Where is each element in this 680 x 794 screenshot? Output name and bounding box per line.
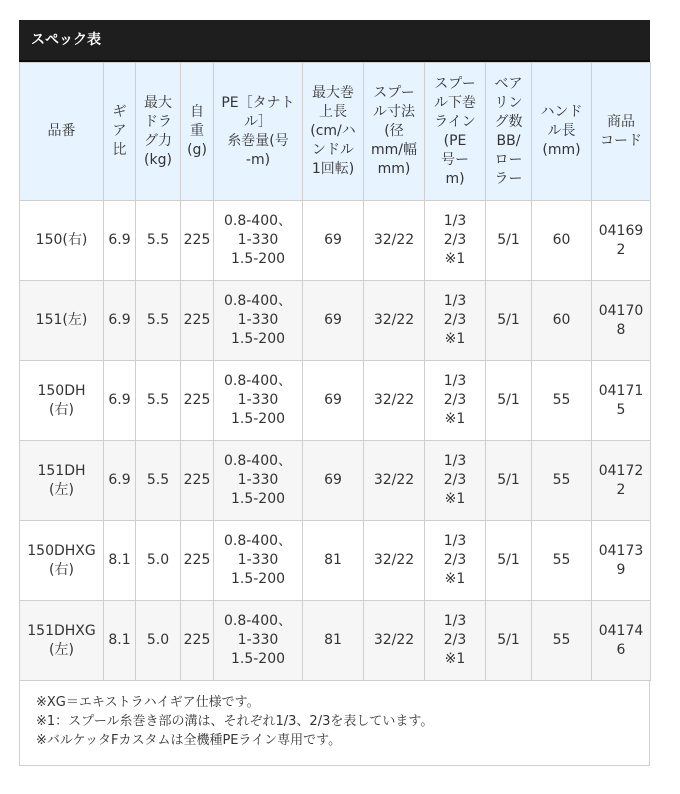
table-cell: 5.5	[136, 441, 181, 521]
table-cell: 60	[532, 281, 592, 361]
table-cell: 1/3 2/3 ※1	[425, 281, 486, 361]
table-row	[20, 441, 651, 521]
table-cell: 5/1	[486, 201, 532, 281]
table-cell: 151DHXG (左)	[20, 601, 104, 681]
table-cell: 5.5	[136, 281, 181, 361]
table-cell: 60	[532, 201, 592, 281]
table-cell: 69	[303, 441, 364, 521]
header-cell-line-capacity: PE［タナト ル］ 糸巻量(号 -m)	[214, 63, 303, 201]
table-cell: 04173 9	[592, 521, 651, 601]
table-cell: 5.0	[136, 601, 181, 681]
table-row	[20, 361, 651, 441]
table-cell: 32/22	[364, 281, 425, 361]
table-cell: 151DH (左)	[20, 441, 104, 521]
table-cell: 150DH (右)	[20, 361, 104, 441]
table-cell: 55	[532, 361, 592, 441]
table-cell: 04174 6	[592, 601, 651, 681]
table-cell: 225	[181, 281, 214, 361]
table-cell: 151(左)	[20, 281, 104, 361]
table-cell: 55	[532, 601, 592, 681]
table-cell: 32/22	[364, 521, 425, 601]
spec-section	[19, 20, 650, 766]
note-pe-only: ※バルケッタFカスタムは全機種PEライン専用です。	[36, 733, 342, 748]
table-cell: 225	[181, 201, 214, 281]
table-cell: 0.8-400、 1-330 1.5-200	[214, 361, 303, 441]
spec-table	[19, 62, 651, 681]
table-cell: 5.0	[136, 521, 181, 601]
table-cell: 0.8-400、 1-330 1.5-200	[214, 521, 303, 601]
table-cell: 5/1	[486, 601, 532, 681]
table-cell: 150DHXG (右)	[20, 521, 104, 601]
table-cell: 225	[181, 441, 214, 521]
header-cell-retrieve: 最大巻 上長 (cm/ハ ンドル 1回転)	[303, 63, 364, 201]
table-cell: 5/1	[486, 441, 532, 521]
section-title: スペック表	[19, 20, 650, 62]
table-cell: 04172 2	[592, 441, 651, 521]
table-cell: 5/1	[486, 521, 532, 601]
header-cell-product-code: 商品 コード	[592, 63, 651, 201]
table-cell: 5.5	[136, 201, 181, 281]
table-cell: 69	[303, 201, 364, 281]
table-cell: 5/1	[486, 361, 532, 441]
table-cell: 225	[181, 361, 214, 441]
table-cell: 5/1	[486, 281, 532, 361]
header-cell-bearings: ベア リン グ数 BB/ ロー ラー	[486, 63, 532, 201]
table-cell: 81	[303, 601, 364, 681]
table-cell: 32/22	[364, 361, 425, 441]
table-cell: 32/22	[364, 441, 425, 521]
header-cell-weight: 自 重 (g)	[181, 63, 214, 201]
header-cell-max-drag: 最大 ドラ グ力 (kg)	[136, 63, 181, 201]
table-cell: 55	[532, 441, 592, 521]
table-cell: 150(右)	[20, 201, 104, 281]
table-cell: 32/22	[364, 201, 425, 281]
note-xg: ※XG＝エキストラハイギア仕様です。	[36, 695, 260, 710]
table-cell: 6.9	[104, 281, 136, 361]
header-cell-gear-ratio: ギア 比	[104, 63, 136, 201]
header-cell-handle-length: ハンド ル長 (mm)	[532, 63, 592, 201]
table-cell: 0.8-400、 1-330 1.5-200	[214, 201, 303, 281]
table-cell: 04169 2	[592, 201, 651, 281]
header-cell-model: 品番	[20, 63, 104, 201]
header-row	[20, 63, 651, 201]
table-cell: 32/22	[364, 601, 425, 681]
table-row	[20, 281, 651, 361]
table-cell: 04171 5	[592, 361, 651, 441]
table-cell: 69	[303, 281, 364, 361]
table-cell: 69	[303, 361, 364, 441]
table-cell: 225	[181, 601, 214, 681]
table-cell: 81	[303, 521, 364, 601]
header-cell-spool-size: スプー ル寸法 (径 mm/幅 mm)	[364, 63, 425, 201]
table-cell: 8.1	[104, 521, 136, 601]
table-cell: 1/3 2/3 ※1	[425, 601, 486, 681]
table-cell: 5.5	[136, 361, 181, 441]
table-cell: 0.8-400、 1-330 1.5-200	[214, 601, 303, 681]
table-cell: 6.9	[104, 441, 136, 521]
table-cell: 0.8-400、 1-330 1.5-200	[214, 281, 303, 361]
note-spool-groove: ※1：スプール糸巻き部の溝は、それぞれ1/3、2/3を表しています。	[36, 714, 434, 729]
table-row	[20, 201, 651, 281]
table-cell: 6.9	[104, 361, 136, 441]
table-cell: 1/3 2/3 ※1	[425, 361, 486, 441]
table-cell: 1/3 2/3 ※1	[425, 441, 486, 521]
table-cell: 0.8-400、 1-330 1.5-200	[214, 441, 303, 521]
table-cell: 8.1	[104, 601, 136, 681]
table-cell: 6.9	[104, 201, 136, 281]
table-cell: 04170 8	[592, 281, 651, 361]
notes-box	[19, 681, 650, 766]
table-cell: 1/3 2/3 ※1	[425, 201, 486, 281]
table-cell: 225	[181, 521, 214, 601]
table-cell: 55	[532, 521, 592, 601]
table-row	[20, 521, 651, 601]
table-row	[20, 601, 651, 681]
table-cell: 1/3 2/3 ※1	[425, 521, 486, 601]
header-cell-underline: スプー ル下巻 ライン (PE 号ー m)	[425, 63, 486, 201]
